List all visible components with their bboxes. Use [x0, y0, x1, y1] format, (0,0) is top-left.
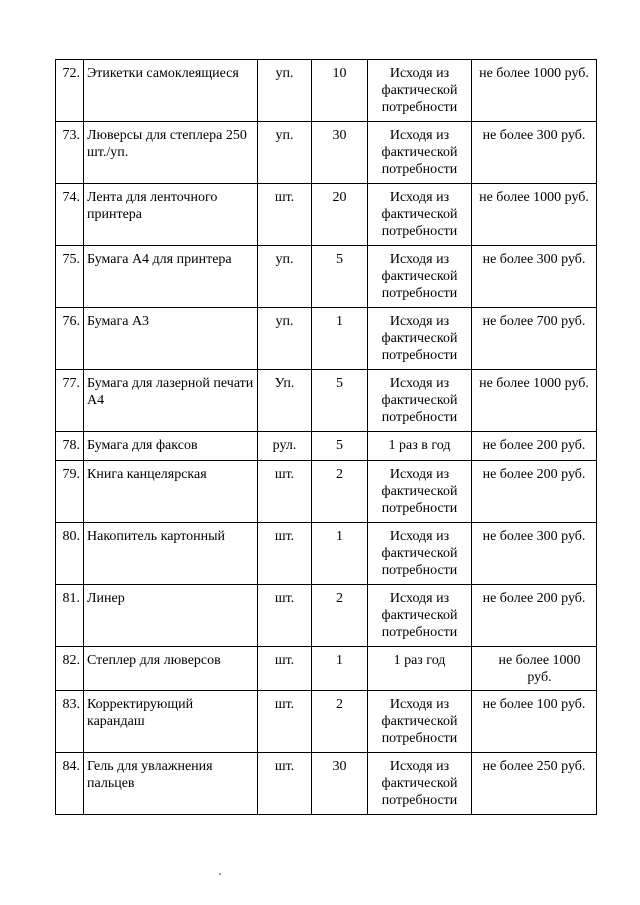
item-name: Гель для увлажнения пальцев: [84, 753, 258, 815]
scan-speck: [219, 873, 221, 875]
item-name: Этикетки самоклеящиеся: [84, 60, 258, 122]
item-price: не более 1000 руб.: [472, 370, 597, 432]
item-name: Книга канцелярская: [84, 461, 258, 523]
item-number: 81.: [56, 585, 84, 647]
item-name: Линер: [84, 585, 258, 647]
item-name: Лента для ленточного принтера: [84, 184, 258, 246]
item-price: не более 1000 руб.: [472, 60, 597, 122]
table-row: [56, 691, 597, 753]
item-number: 75.: [56, 246, 84, 308]
item-period: Исходя из фактической потребности: [368, 523, 472, 585]
item-unit: шт.: [258, 184, 312, 246]
item-unit: шт.: [258, 461, 312, 523]
item-name: Накопитель картонный: [84, 523, 258, 585]
item-quantity: 20: [312, 184, 368, 246]
table-row: [56, 647, 597, 691]
item-price: не более 1000 руб.: [472, 647, 597, 691]
item-number: 84.: [56, 753, 84, 815]
item-quantity: 1: [312, 523, 368, 585]
item-number: 74.: [56, 184, 84, 246]
item-unit: уп.: [258, 122, 312, 184]
table-row: [56, 370, 597, 432]
item-quantity: 30: [312, 753, 368, 815]
item-price: не более 200 руб.: [472, 461, 597, 523]
item-period: Исходя из фактической потребности: [368, 122, 472, 184]
item-price: не более 300 руб.: [472, 246, 597, 308]
item-period: Исходя из фактической потребности: [368, 370, 472, 432]
item-name: Бумага А3: [84, 308, 258, 370]
table-row: [56, 753, 597, 815]
table-row: [56, 184, 597, 246]
item-price: не более 300 руб.: [472, 523, 597, 585]
item-period: Исходя из фактической потребности: [368, 60, 472, 122]
item-unit: уп.: [258, 308, 312, 370]
item-quantity: 1: [312, 647, 368, 691]
item-period: Исходя из фактической потребности: [368, 308, 472, 370]
table-row: [56, 122, 597, 184]
item-price: не более 200 руб.: [472, 432, 597, 461]
item-unit: шт.: [258, 523, 312, 585]
table-row: [56, 246, 597, 308]
item-period: 1 раз в год: [368, 432, 472, 461]
item-quantity: 2: [312, 461, 368, 523]
item-period: Исходя из фактической потребности: [368, 184, 472, 246]
table-row: [56, 461, 597, 523]
item-unit: шт.: [258, 647, 312, 691]
item-price: не более 300 руб.: [472, 122, 597, 184]
item-price: не более 200 руб.: [472, 585, 597, 647]
supplies-table: [55, 59, 597, 815]
item-period: Исходя из фактической потребности: [368, 753, 472, 815]
table-row: [56, 523, 597, 585]
item-unit: шт.: [258, 691, 312, 753]
item-quantity: 30: [312, 122, 368, 184]
table-row: [56, 585, 597, 647]
item-unit: Уп.: [258, 370, 312, 432]
item-name: Бумага А4 для принтера: [84, 246, 258, 308]
item-price: не более 700 руб.: [472, 308, 597, 370]
item-unit: рул.: [258, 432, 312, 461]
item-number: 83.: [56, 691, 84, 753]
item-quantity: 10: [312, 60, 368, 122]
item-number: 72.: [56, 60, 84, 122]
item-number: 82.: [56, 647, 84, 691]
item-unit: уп.: [258, 246, 312, 308]
item-name: Бумага для лазерной печати А4: [84, 370, 258, 432]
item-name: Люверсы для степлера 250 шт./уп.: [84, 122, 258, 184]
item-quantity: 2: [312, 585, 368, 647]
item-period: Исходя из фактической потребности: [368, 691, 472, 753]
item-quantity: 5: [312, 246, 368, 308]
item-number: 78.: [56, 432, 84, 461]
item-quantity: 1: [312, 308, 368, 370]
table-row: [56, 60, 597, 122]
item-name: Степлер для люверсов: [84, 647, 258, 691]
item-name: Бумага для факсов: [84, 432, 258, 461]
item-number: 73.: [56, 122, 84, 184]
item-period: Исходя из фактической потребности: [368, 461, 472, 523]
item-unit: уп.: [258, 60, 312, 122]
item-period: Исходя из фактической потребности: [368, 585, 472, 647]
item-period: Исходя из фактической потребности: [368, 246, 472, 308]
item-price: не более 250 руб.: [472, 753, 597, 815]
item-unit: шт.: [258, 753, 312, 815]
item-quantity: 5: [312, 432, 368, 461]
item-price: не более 100 руб.: [472, 691, 597, 753]
item-price: не более 1000 руб.: [472, 184, 597, 246]
item-number: 76.: [56, 308, 84, 370]
table-row: [56, 432, 597, 461]
item-quantity: 5: [312, 370, 368, 432]
item-quantity: 2: [312, 691, 368, 753]
item-number: 79.: [56, 461, 84, 523]
item-unit: шт.: [258, 585, 312, 647]
item-period: 1 раз год: [368, 647, 472, 691]
table-row: [56, 308, 597, 370]
item-number: 80.: [56, 523, 84, 585]
item-number: 77.: [56, 370, 84, 432]
item-name: Корректирующий карандаш: [84, 691, 258, 753]
